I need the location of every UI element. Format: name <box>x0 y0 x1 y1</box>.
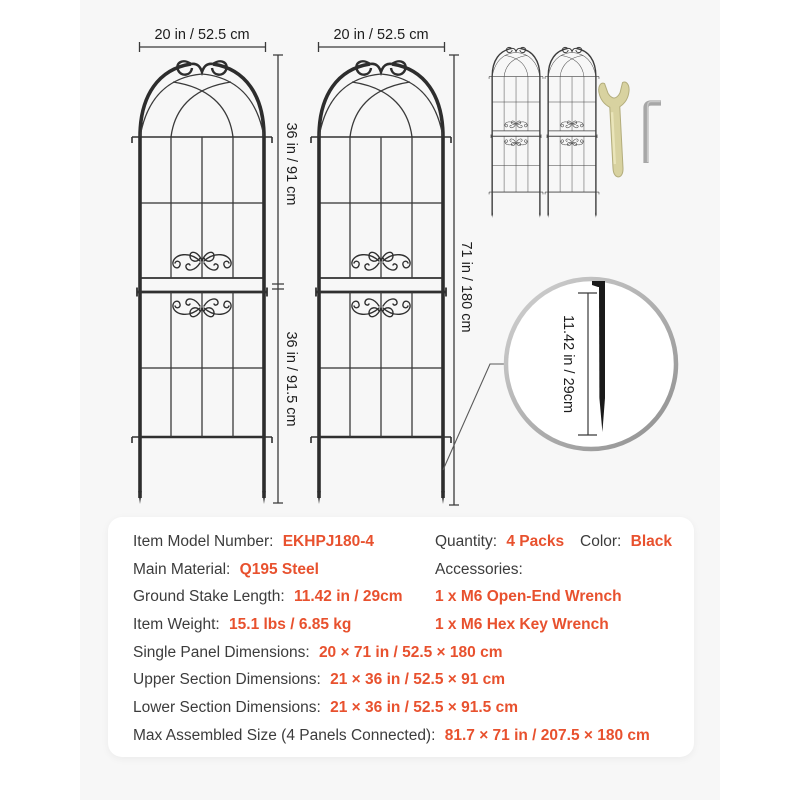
spec-value: 21 × 36 in / 52.5 × 91.5 cm <box>330 699 518 716</box>
trellis-panel-right-icon <box>311 61 451 504</box>
spec-value: 20 × 71 in / 52.5 × 180 cm <box>318 644 503 661</box>
spec-accessories-heading <box>435 561 523 579</box>
spec-main-material <box>133 561 319 579</box>
specifications-panel <box>108 517 694 757</box>
ground-stake-zoom-circle-icon <box>506 279 676 449</box>
spec-value: 15.1 lbs / 6.85 kg <box>229 616 352 633</box>
dimension-label-stake-length: 11.42 in / 29cm <box>560 314 576 414</box>
spec-single-panel-dimensions <box>133 644 503 662</box>
spec-accessory-wrench <box>435 588 622 606</box>
spec-color <box>580 533 672 551</box>
spec-label: Item Model Number: <box>133 533 278 550</box>
dimension-lines <box>140 42 460 505</box>
spec-value: Black <box>630 533 673 550</box>
spec-label: Accessories: <box>435 561 523 578</box>
spec-label: Main Material: <box>133 561 235 578</box>
spec-ground-stake-length <box>133 588 403 606</box>
dimension-label-panel1-width: 20 in / 52.5 cm <box>154 27 250 43</box>
spec-label: Single Panel Dimensions: <box>133 644 314 661</box>
spec-label: Quantity: <box>435 533 502 550</box>
dimension-label-lower-section: 36 in / 91.5 cm <box>283 331 299 427</box>
hex-key-icon <box>646 102 661 163</box>
open-end-wrench-icon <box>598 82 633 178</box>
spec-max-assembled-size <box>133 727 650 745</box>
spec-value: EKHPJ180-4 <box>282 533 375 550</box>
dimension-label-total-height: 71 in / 180 cm <box>458 241 474 333</box>
accessory-trellis-pair-icon <box>489 47 599 217</box>
spec-value: 1 x M6 Hex Key Wrench <box>435 616 609 633</box>
dimension-label-panel2-width: 20 in / 52.5 cm <box>333 27 429 43</box>
spec-label: Max Assembled Size (4 Panels Connected): <box>133 727 440 744</box>
spec-label: Ground Stake Length: <box>133 588 289 605</box>
dimension-label-upper-section: 36 in / 91 cm <box>283 122 299 206</box>
spec-value: 4 Packs <box>506 533 565 550</box>
spec-quantity <box>435 533 564 551</box>
spec-lower-section-dimensions <box>133 699 518 717</box>
spec-label: Upper Section Dimensions: <box>133 671 326 688</box>
spec-label: Color: <box>580 533 626 550</box>
callout-line <box>443 364 506 470</box>
spec-label: Lower Section Dimensions: <box>133 699 326 716</box>
spec-upper-section-dimensions <box>133 671 505 689</box>
spec-value: 21 × 36 in / 52.5 × 91 cm <box>330 671 506 688</box>
spec-value: 11.42 in / 29cm <box>293 588 403 605</box>
spec-item-weight <box>133 616 351 634</box>
spec-value: 1 x M6 Open-End Wrench <box>435 588 622 605</box>
spec-label: Item Weight: <box>133 616 225 633</box>
spec-value: Q195 Steel <box>239 561 319 578</box>
spec-item-model-number <box>133 533 374 551</box>
spec-value: 81.7 × 71 in / 207.5 × 180 cm <box>444 727 650 744</box>
trellis-panel-left-icon <box>132 61 272 504</box>
spec-accessory-hex-key <box>435 616 609 634</box>
